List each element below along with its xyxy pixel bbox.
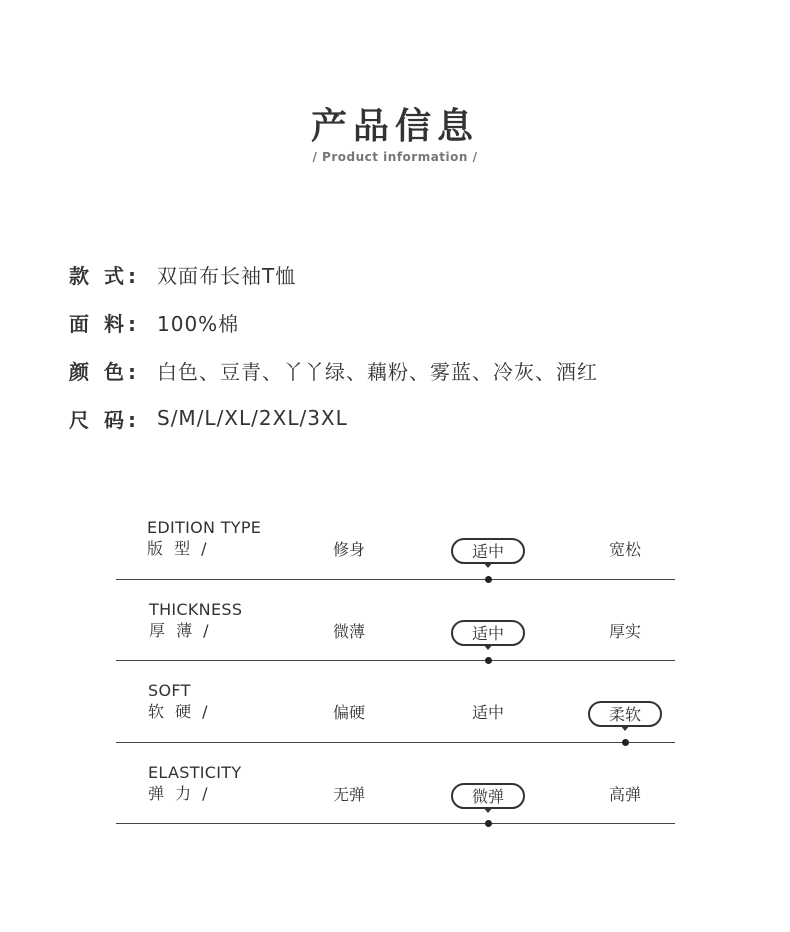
scale-marker-dot <box>485 820 492 827</box>
attr-option: 无弹 <box>332 784 365 804</box>
pointer-icon <box>620 725 630 731</box>
attr-option: 宽松 <box>608 540 641 559</box>
attr-row-elasticity <box>116 743 675 825</box>
attr-name-en: THICKNESS <box>149 599 243 619</box>
attr-option: 高弹 <box>608 784 641 804</box>
attr-name-cn: 弹 力 / <box>148 783 211 803</box>
attr-name <box>149 600 242 642</box>
page-title: 产品信息 <box>310 106 479 147</box>
info-value: 双面布长袖T恤 <box>157 263 297 288</box>
attr-name <box>148 681 211 723</box>
attr-option: 偏硬 <box>332 703 365 722</box>
attr-option-label: 适中 <box>471 623 504 643</box>
attr-name-en: EDITION TYPE <box>147 518 262 537</box>
info-row-style <box>69 250 598 298</box>
attr-name-en: ELASTICITY <box>148 762 242 782</box>
info-value: 100%棉 <box>157 311 240 336</box>
attr-name-cn: 版 型 / <box>147 539 210 558</box>
attr-option-selected <box>451 620 525 646</box>
attr-name-en: SOFT <box>148 681 191 700</box>
attr-option-selected <box>451 783 525 809</box>
info-label: 颜 色: <box>69 359 140 384</box>
attr-option: 修身 <box>332 540 365 559</box>
attr-option-label: 适中 <box>471 542 504 561</box>
info-label: 面 料: <box>69 311 140 336</box>
pointer-icon <box>483 807 493 813</box>
attr-row-edition-type <box>116 498 675 580</box>
info-row-sizes <box>69 394 598 442</box>
attr-name <box>147 518 261 560</box>
attr-option: 适中 <box>471 703 504 722</box>
attr-option-selected <box>451 538 525 564</box>
attr-name-cn: 厚 薄 / <box>149 620 212 640</box>
attr-option-selected <box>588 701 662 727</box>
attr-name-cn: 软 硬 / <box>148 702 211 721</box>
attr-row-soft <box>116 661 675 743</box>
page-subtitle: / Product information / <box>312 150 478 164</box>
product-info-list <box>69 250 598 442</box>
info-value: 白色、豆青、丫丫绿、藕粉、雾蓝、冷灰、酒红 <box>157 359 598 384</box>
attr-option: 微薄 <box>332 621 365 641</box>
attr-option-label: 微弹 <box>471 786 504 806</box>
pointer-icon <box>483 562 493 568</box>
info-label: 款 式: <box>69 263 140 288</box>
attr-row-thickness <box>116 580 675 662</box>
attr-name <box>148 763 241 805</box>
info-value: S/M/L/XL/2XL/3XL <box>157 406 348 430</box>
pointer-icon <box>483 644 493 650</box>
attr-option-label: 柔软 <box>608 705 641 724</box>
attr-option: 厚实 <box>608 621 641 641</box>
info-row-colors <box>69 346 598 394</box>
info-row-fabric <box>69 298 598 346</box>
attribute-scale-list <box>116 498 675 824</box>
info-label: 尺 码: <box>69 407 140 432</box>
